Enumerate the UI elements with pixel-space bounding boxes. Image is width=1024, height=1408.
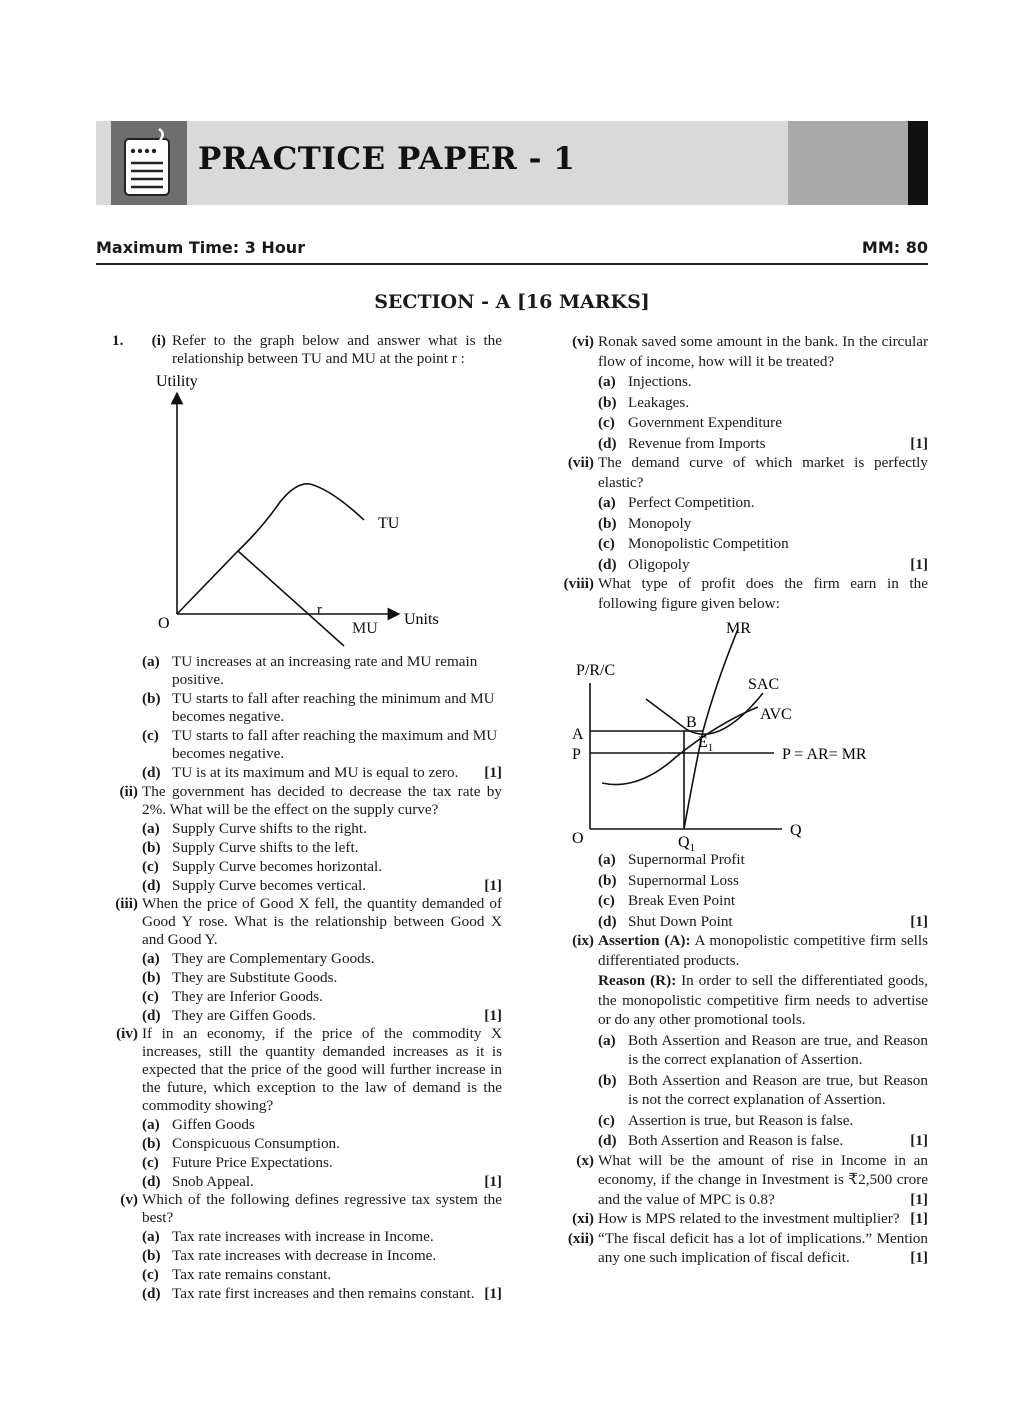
question-vii: (vii) The demand curve of which market is perfectly elastic?	[567, 454, 928, 491]
option-a: (a) Giffen Goods	[142, 1116, 255, 1133]
option-a: (a) They are Complementary Goods.	[142, 950, 375, 967]
option-a: (a) Both Assertion and Reason are true, and Reason is the correct explanation of Assertion.	[598, 1031, 928, 1068]
option-d: (d) Supply Curve becomes vertical. [1]	[142, 877, 502, 894]
sub-number: (i)	[151, 332, 166, 349]
units-label: Units	[404, 611, 439, 628]
option-d: (d) TU is at its maximum and MU is equal to zero. [1]	[142, 764, 502, 781]
options-i	[112, 653, 502, 782]
title-banner	[96, 121, 928, 205]
question-vi: (vi) Ronak saved some amount in the bank. In the circular flow of income, how will it be treated?	[572, 333, 928, 370]
page-title: PRACTICE PAPER - 1	[198, 141, 576, 177]
option-c: (c) Supply Curve becomes horizontal.	[142, 858, 383, 875]
paper-icon	[111, 121, 187, 205]
question-xii: (xii) “The fiscal deficit has a lot of implications.” Mention any one such implication of fiscal deficit. [1]	[567, 1229, 928, 1266]
tu-label: TU	[378, 515, 400, 532]
q1-label: $Q_1$	[678, 834, 696, 854]
question-viii: (viii) What type of profit does the firm earn in the following figure given below:	[563, 575, 928, 612]
header-rule	[96, 263, 928, 265]
question-i	[112, 332, 502, 368]
option-b: (b) Tax rate increases with decrease in Income.	[142, 1247, 437, 1264]
question-iii: (iii) When the price of Good X fell, the quantity demanded of Good Y rose. What is the relationship between Good X and Good Y.	[115, 895, 502, 948]
option-c: (c) They are Inferior Goods.	[142, 988, 323, 1005]
banner-shade	[788, 121, 908, 205]
reason: Reason (R): In order to sell the differentiated goods, the monopolistic competitive firm needs to advertise or do any other promotional tools.	[598, 972, 928, 1028]
avc-label: AVC	[760, 706, 792, 723]
origin-label: O	[158, 615, 170, 632]
option-a: (a) Tax rate increases with increase in Income.	[142, 1228, 434, 1245]
option-b: (b) Supernormal Loss	[598, 871, 739, 889]
option-a: (a) Supply Curve shifts to the right.	[142, 820, 367, 837]
option-a: (a) TU increases at an increasing rate and MU remain positive.	[142, 653, 478, 688]
option-a: (a) Perfect Competition.	[598, 494, 755, 511]
cost-revenue-graph	[568, 613, 928, 854]
question-text: Refer to the graph below and answer what is the relationship between TU and MU at the point r :	[172, 332, 502, 367]
option-d: (d) Revenue from Imports [1]	[598, 434, 928, 452]
option-c: (c) Future Price Expectations.	[142, 1154, 333, 1171]
mu-label: MU	[352, 620, 378, 637]
point-b-label: B	[686, 714, 697, 731]
question-x: (x) What will be the amount of rise in Income in an economy, if the change in Investment is ₹2,500 crore and the value of MPC is 0.8? [1]	[576, 1151, 928, 1208]
option-d: (d) Snob Appeal. [1]	[142, 1173, 502, 1190]
section-heading: SECTION - A [16 MARKS]	[374, 291, 650, 313]
question-number: 1.	[112, 332, 124, 349]
marks: [1]	[484, 764, 502, 781]
option-d: (d) Both Assertion and Reason is false. [1]	[598, 1132, 928, 1149]
mr-label: MR	[726, 620, 751, 637]
option-b: (b) Conspicuous Consumption.	[142, 1135, 340, 1152]
p-ar-mr-label: P = AR= MR	[782, 746, 867, 763]
avc-curve	[602, 707, 758, 785]
point-e1-label: $E_1$	[698, 734, 714, 754]
option-c: (c) Monopolistic Competition	[598, 535, 789, 552]
option-c: (c) Tax rate remains constant.	[142, 1266, 332, 1283]
question-ii: (ii) The government has decided to decrease the tax rate by 2%. What will be the effect on the supply curve?	[119, 783, 502, 818]
origin-label: O	[572, 830, 584, 847]
left-column	[112, 332, 502, 1303]
option-b: (b) TU starts to fall after reaching the minimum and MU becomes negative.	[142, 690, 495, 725]
option-c: (c) Government Expenditure	[598, 414, 782, 431]
option-c: (c) Assertion is true, but Reason is false.	[598, 1111, 854, 1129]
max-time: Maximum Time: 3 Hour	[96, 238, 306, 257]
option-b: (b) They are Substitute Goods.	[142, 969, 338, 986]
option-b: (b) Monopoly	[598, 514, 692, 532]
banner-edge	[908, 121, 928, 205]
mu-label-row	[112, 610, 502, 650]
option-c: (c) TU starts to fall after reaching the maximum and MU becomes negative.	[142, 727, 498, 762]
option-d: (d) They are Giffen Goods. [1]	[142, 1007, 502, 1024]
question-xi: (xi) How is MPS related to the investment multiplier? [1]	[572, 1210, 928, 1227]
utility-label: Utility	[156, 373, 198, 390]
option-a: (a) Injections.	[598, 373, 692, 390]
option-b: (b) Supply Curve shifts to the left.	[142, 839, 359, 856]
question-v: (v) Which of the following defines regressive tax system the best?	[120, 1191, 502, 1226]
question-ix: (ix) Assertion (A): A monopolistic competitive firm sells differentiated products.	[572, 932, 928, 969]
prc-label: P/R/C	[576, 662, 616, 679]
option-d: (d) Shut Down Point [1]	[598, 912, 928, 930]
sac-label: SAC	[748, 676, 780, 693]
right-column	[563, 332, 928, 1268]
option-b: (b) Both Assertion and Reason are true, but Reason is not the correct explanation of Assertion.	[598, 1071, 928, 1108]
question-iv: (iv) If in an economy, if the price of the commodity X increases, still the quantity demanded increases as it is expected that the price of the good will further increase in the future, which exception to the law of demand is the commodity showing?	[116, 1025, 502, 1114]
option-c: (c) Break Even Point	[598, 892, 736, 909]
tu-curve	[177, 484, 364, 614]
option-b: (b) Leakages.	[598, 393, 690, 411]
option-d: (d) Oligopoly [1]	[598, 555, 928, 573]
p-label: P	[572, 746, 581, 763]
point-r-label: r	[317, 602, 322, 618]
option-a: (a) Supernormal Profit	[598, 851, 745, 868]
option-d: (d) Tax rate first increases and then remains constant. [1]	[142, 1285, 502, 1302]
a-label: A	[572, 726, 584, 743]
max-marks: MM: 80	[861, 238, 928, 257]
q-label: Q	[790, 822, 802, 839]
